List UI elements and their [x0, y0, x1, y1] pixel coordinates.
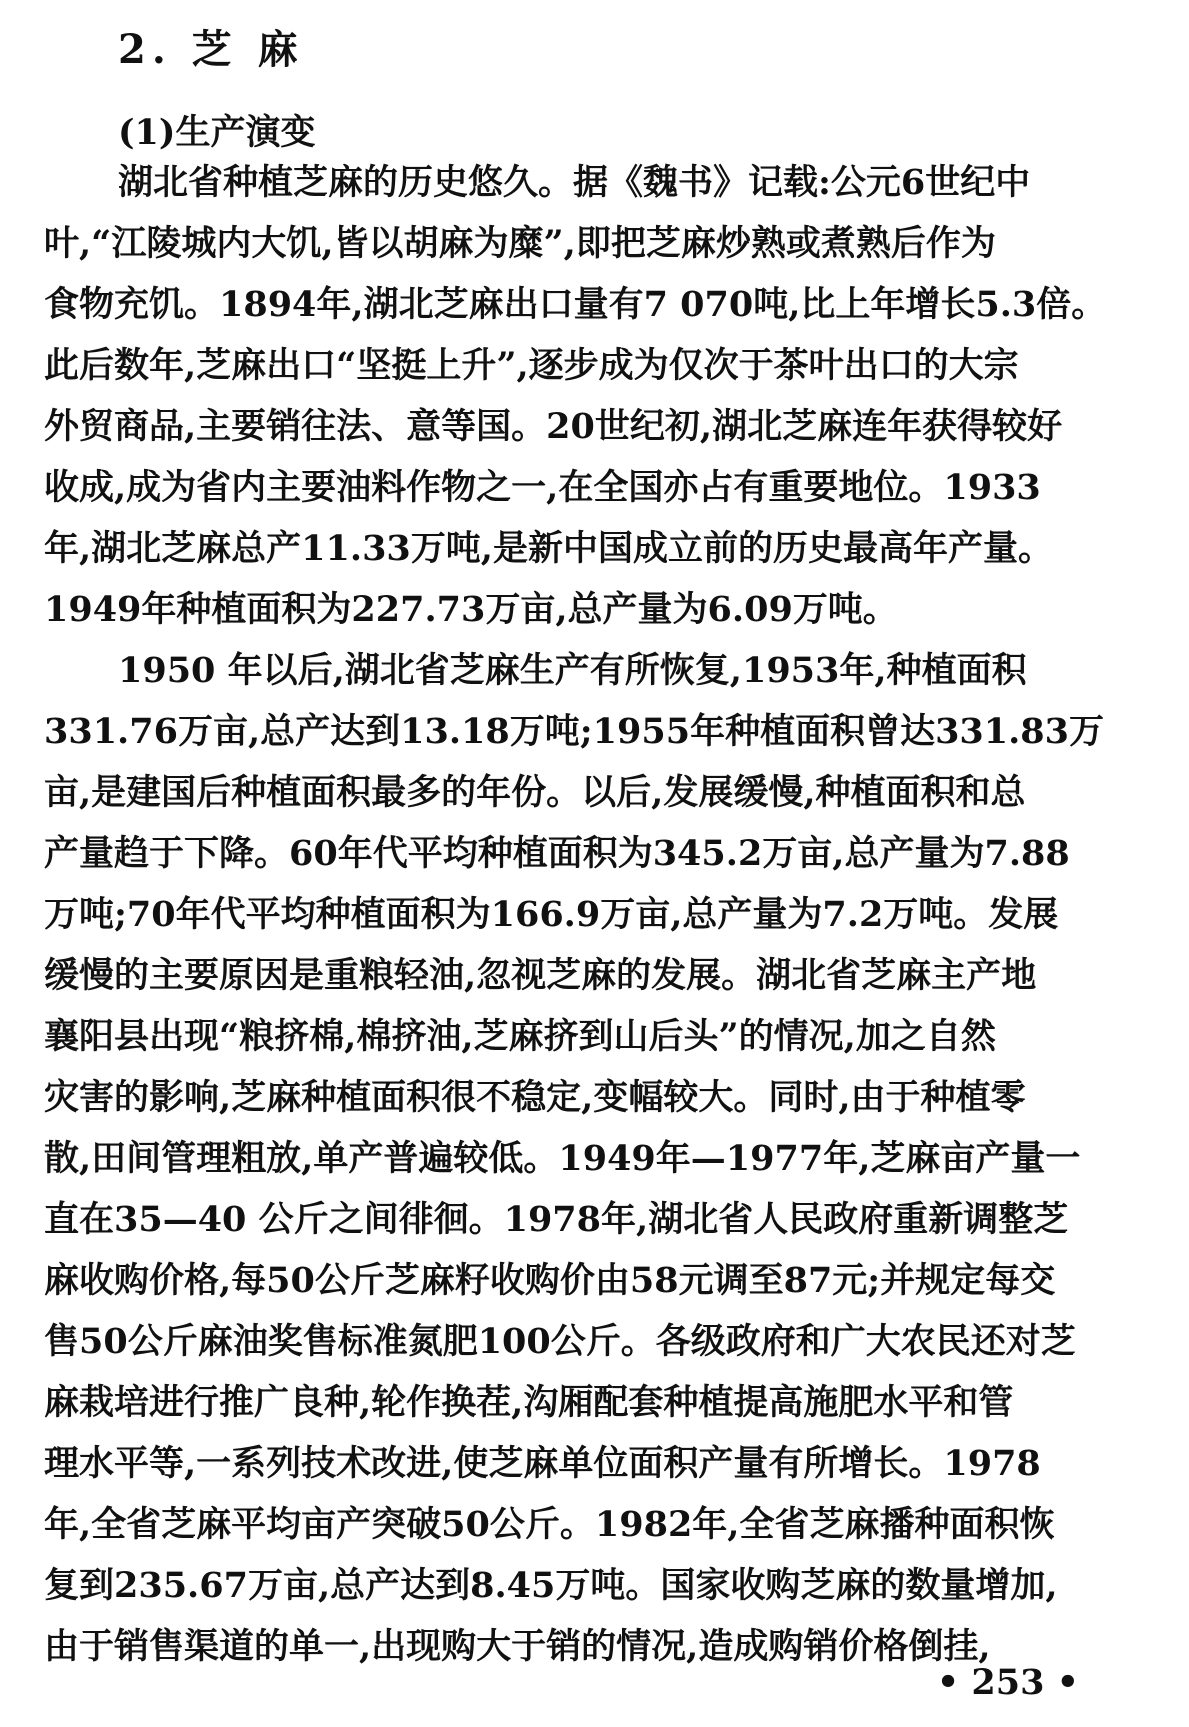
text-line: 襄阳县出现“粮挤棉,棉挤油,芝麻挤到山后头”的情况,加之自然 [44, 1016, 996, 1057]
text-line: 叶,“江陵城内大饥,皆以胡麻为糜”,即把芝麻炒熟或煮熟后作为 [44, 223, 996, 264]
text-line: 万吨;70年代平均种植面积为166.9万亩,总产量为7.2万吨。发展 [44, 894, 1059, 935]
text-line: 由于销售渠道的单一,出现购大于销的情况,造成购销价格倒挂, [44, 1626, 991, 1667]
text-line: 麻收购价格,每50公斤芝麻籽收购价由58元调至87元;并规定每交 [44, 1260, 1056, 1301]
body-text [44, 152, 1154, 1677]
text-line: 灾害的影响,芝麻种植面积很不稳定,变幅较大。同时,由于种植零 [44, 1077, 1026, 1118]
text-line: 亩,是建国后种植面积最多的年份。以后,发展缓慢,种植面积和总 [44, 772, 1026, 813]
text-line: 缓慢的主要原因是重粮轻油,忽视芝麻的发展。湖北省芝麻主产地 [44, 955, 1037, 996]
text-line: 麻栽培进行推广良种,轮作换茬,沟厢配套种植提高施肥水平和管 [44, 1382, 1014, 1423]
text-line: 理水平等,一系列技术改进,使芝麻单位面积产量有所增长。1978 [44, 1443, 1041, 1484]
text-line: 1950 年以后,湖北省芝麻生产有所恢复,1953年,种植面积 [118, 650, 1027, 691]
text-line: 331.76万亩,总产达到13.18万吨;1955年种植面积曾达331.83万 [44, 711, 1105, 752]
text-line: 年,全省芝麻平均亩产突破50公斤。1982年,全省芝麻播种面积恢 [44, 1504, 1055, 1545]
text-line: 复到235.67万亩,总产达到8.45万吨。国家收购芝麻的数量增加, [44, 1565, 1058, 1606]
text-line: 售50公斤麻油奖售标准氮肥100公斤。各级政府和广大农民还对芝 [44, 1321, 1076, 1362]
text-line: 散,田间管理粗放,单产普遍较低。1949年—1977年,芝麻亩产量一 [44, 1138, 1081, 1179]
text-line: 收成,成为省内主要油料作物之一,在全国亦占有重要地位。1933 [44, 467, 1041, 508]
section-title: 2. 芝 麻 [118, 26, 304, 73]
text-line: 直在35—40 公斤之间徘徊。1978年,湖北省人民政府重新调整芝 [44, 1199, 1069, 1240]
text-line: 外贸商品,主要销往法、意等国。20世纪初,湖北芝麻连年获得较好 [44, 406, 1063, 447]
page-number: • 253 • [936, 1662, 1079, 1703]
subsection-title: (1)生产演变 [118, 112, 316, 153]
text-line: 湖北省种植芝麻的历史悠久。据《魏书》记载:公元6世纪中 [118, 162, 1031, 203]
text-line: 此后数年,芝麻出口“坚挺上升”,逐步成为仅次于茶叶出口的大宗 [44, 345, 1019, 386]
text-line: 1949年种植面积为227.73万亩,总产量为6.09万吨。 [44, 589, 898, 630]
text-line: 产量趋于下降。60年代平均种植面积为345.2万亩,总产量为7.88 [44, 833, 1070, 874]
text-line: 食物充饥。1894年,湖北芝麻出口量有7 070吨,比上年增长5.3倍。 [44, 284, 1107, 325]
text-line: 年,湖北芝麻总产11.33万吨,是新中国成立前的历史最高年产量。 [44, 528, 1053, 569]
